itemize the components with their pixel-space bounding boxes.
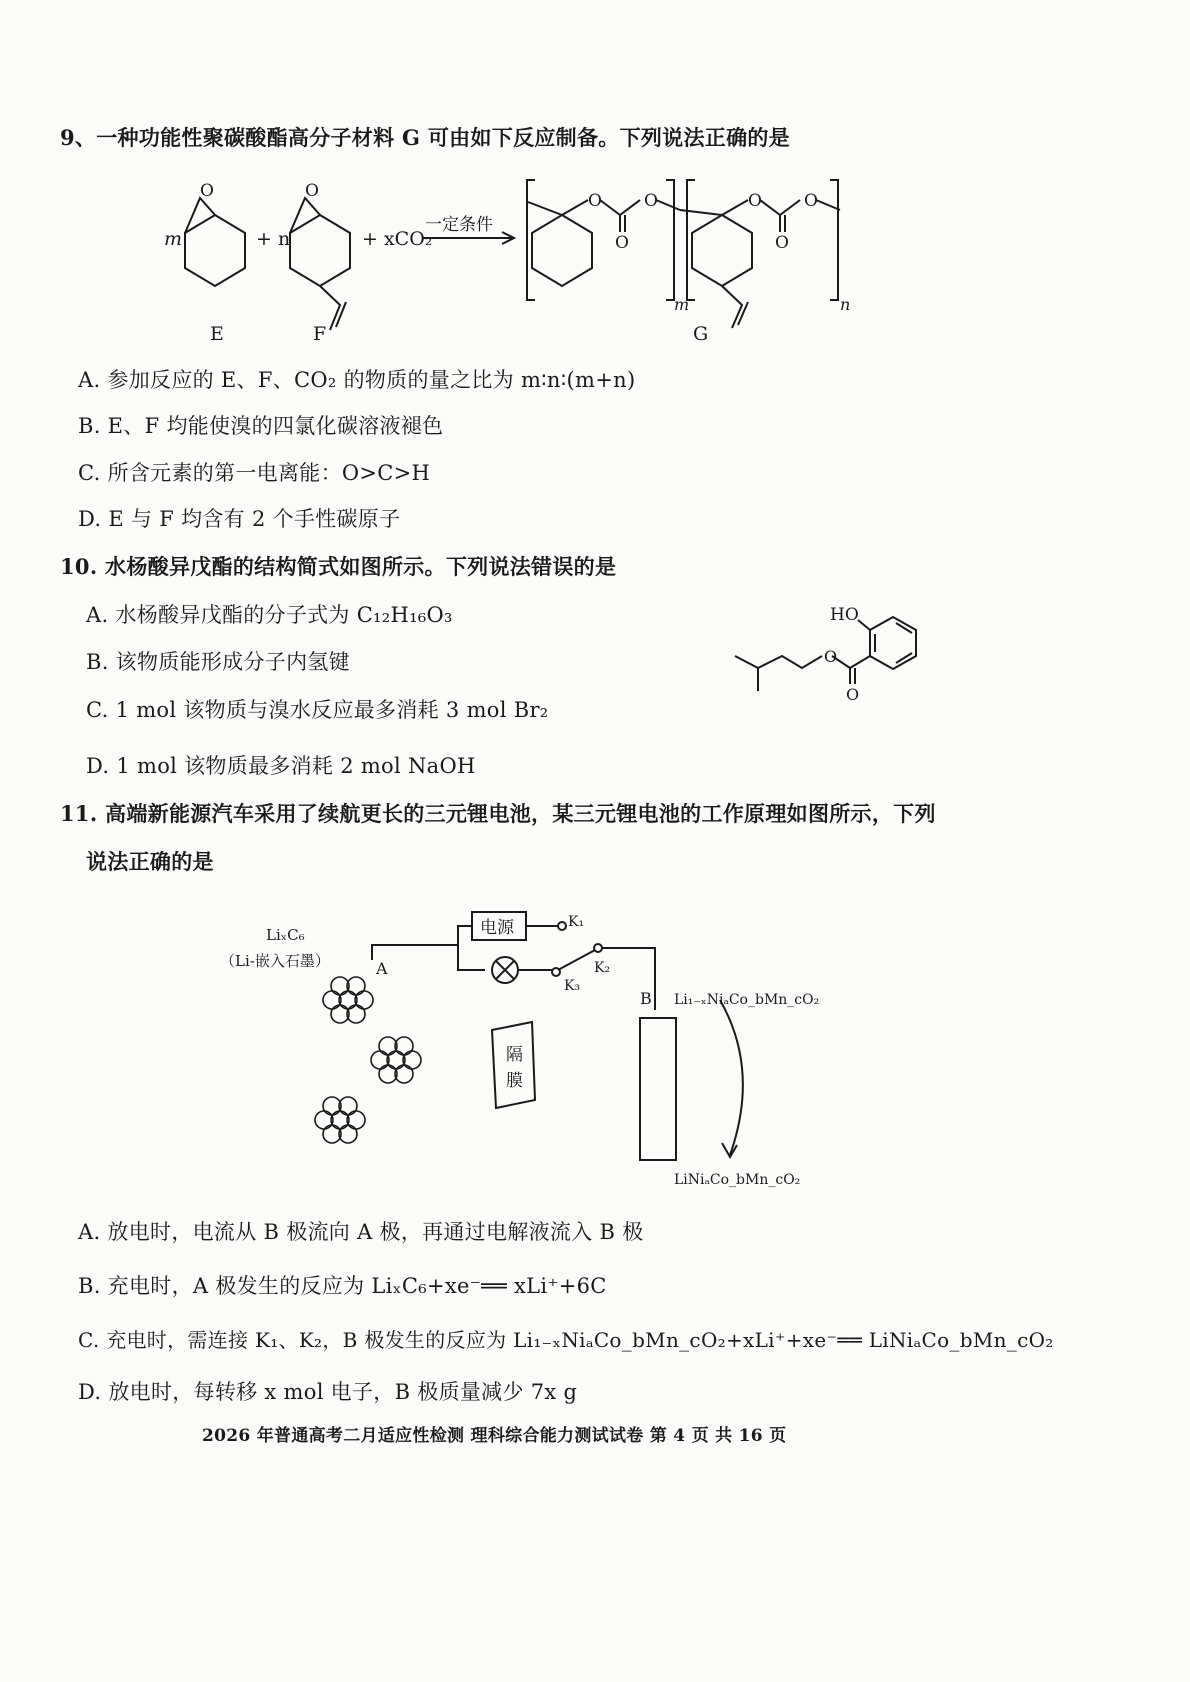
e-ring <box>185 215 245 286</box>
switch-k1: K₁ <box>568 914 585 930</box>
separator <box>492 1022 535 1108</box>
switch-k2: K₂ <box>594 960 611 976</box>
page-footer: 2026 年普通高考二月适应性检测 理科综合能力测试试卷 第 4 页 共 16 页 <box>202 1426 787 1446</box>
f-oxygen: O <box>305 181 319 201</box>
label-f: F <box>313 323 327 345</box>
q9-option-c: C. 所含元素的第一电离能：O>C>H <box>78 461 431 485</box>
svg-text:O: O <box>644 191 658 211</box>
hydroxyl-label: HO <box>830 605 859 625</box>
switch-k3: K₃ <box>564 978 581 994</box>
plus-co2: + xCO₂ <box>362 228 433 250</box>
coef-n: + n <box>256 228 291 250</box>
subscript-n: n <box>840 295 851 314</box>
q10-stem: 10. 水杨酸异戊酯的结构简式如图所示。下列说法错误的是 <box>60 554 617 579</box>
label-e: E <box>210 323 224 345</box>
svg-text:O: O <box>748 191 762 211</box>
isoamyl-salicylate-structure <box>730 596 950 716</box>
q9-option-a: A. 参加反应的 E、F、CO₂ 的物质的量之比为 m∶n∶(m+n) <box>78 368 636 392</box>
separator-label-1: 隔 <box>506 1045 523 1065</box>
subscript-m: m <box>674 295 690 314</box>
q11-option-a: A. 放电时，电流从 B 极流向 A 极，再通过电解液流入 B 极 <box>78 1220 644 1244</box>
cathode-formula-bottom: LiNiₐCo_bMn_cO₂ <box>674 1172 801 1188</box>
q11-option-d: D. 放电时，每转移 x mol 电子，B 极质量减少 7x g <box>78 1380 578 1404</box>
svg-text:O: O <box>615 233 629 253</box>
label-b: B <box>640 989 652 1008</box>
reaction-condition: 一定条件 <box>425 215 493 235</box>
cathode-formula-top: Li₁₋ₓNiₐCo_bMn_cO₂ <box>674 992 820 1008</box>
ester-oxygen: O <box>824 647 838 666</box>
q11-option-b: B. 充电时，A 极发生的反应为 LiₓC₆+xe⁻══ xLi⁺+6C <box>78 1274 607 1298</box>
svg-text:O: O <box>775 233 789 253</box>
power-source-label: 电源 <box>480 918 514 938</box>
e-oxygen: O <box>200 181 214 201</box>
separator-label-2: 膜 <box>506 1071 523 1091</box>
f-ring <box>290 215 350 286</box>
graphite-anode <box>315 977 421 1143</box>
electrode-b <box>640 1018 676 1160</box>
q10-option-a: A. 水杨酸异戊酯的分子式为 C₁₂H₁₆O₃ <box>86 603 453 627</box>
coef-m: m <box>164 228 183 250</box>
anode-description: （Li-嵌入石墨） <box>220 952 330 970</box>
svg-text:O: O <box>804 191 818 211</box>
q10-option-d: D. 1 mol 该物质最多消耗 2 mol NaOH <box>86 754 476 778</box>
carbonyl-oxygen: O <box>846 685 860 704</box>
q10-option-b: B. 该物质能形成分子内氢键 <box>86 650 350 674</box>
q9-option-b: B. E、F 均能使溴的四氯化碳溶液褪色 <box>78 414 444 438</box>
q11-option-c: C. 充电时，需连接 K₁、K₂，B 极发生的反应为 Li₁₋ₓNiₐCo_bMn_cO₂+xLi⁺+xe⁻══ LiNiₐCo_bMn_cO₂ <box>78 1328 1054 1352</box>
q9-stem: 9、一种功能性聚碳酸酯高分子材料 G 可由如下反应制备。下列说法正确的是 <box>60 125 790 150</box>
anode-formula: LiₓC₆ <box>266 926 305 944</box>
label-g: G <box>693 323 709 345</box>
q9-option-d: D. E 与 F 均含有 2 个手性碳原子 <box>78 507 401 531</box>
q10-option-c: C. 1 mol 该物质与溴水反应最多消耗 3 mol Br₂ <box>86 698 549 722</box>
label-a: A <box>376 959 388 978</box>
battery-diagram <box>200 900 840 1200</box>
q11-stem-line1: 11. 高端新能源汽车采用了续航更长的三元锂电池，某三元锂电池的工作原理如图所示，下列 <box>60 801 936 826</box>
q9-reaction-scheme <box>150 170 870 350</box>
svg-text:O: O <box>588 191 602 211</box>
q11-stem-line2: 说法正确的是 <box>86 849 214 874</box>
